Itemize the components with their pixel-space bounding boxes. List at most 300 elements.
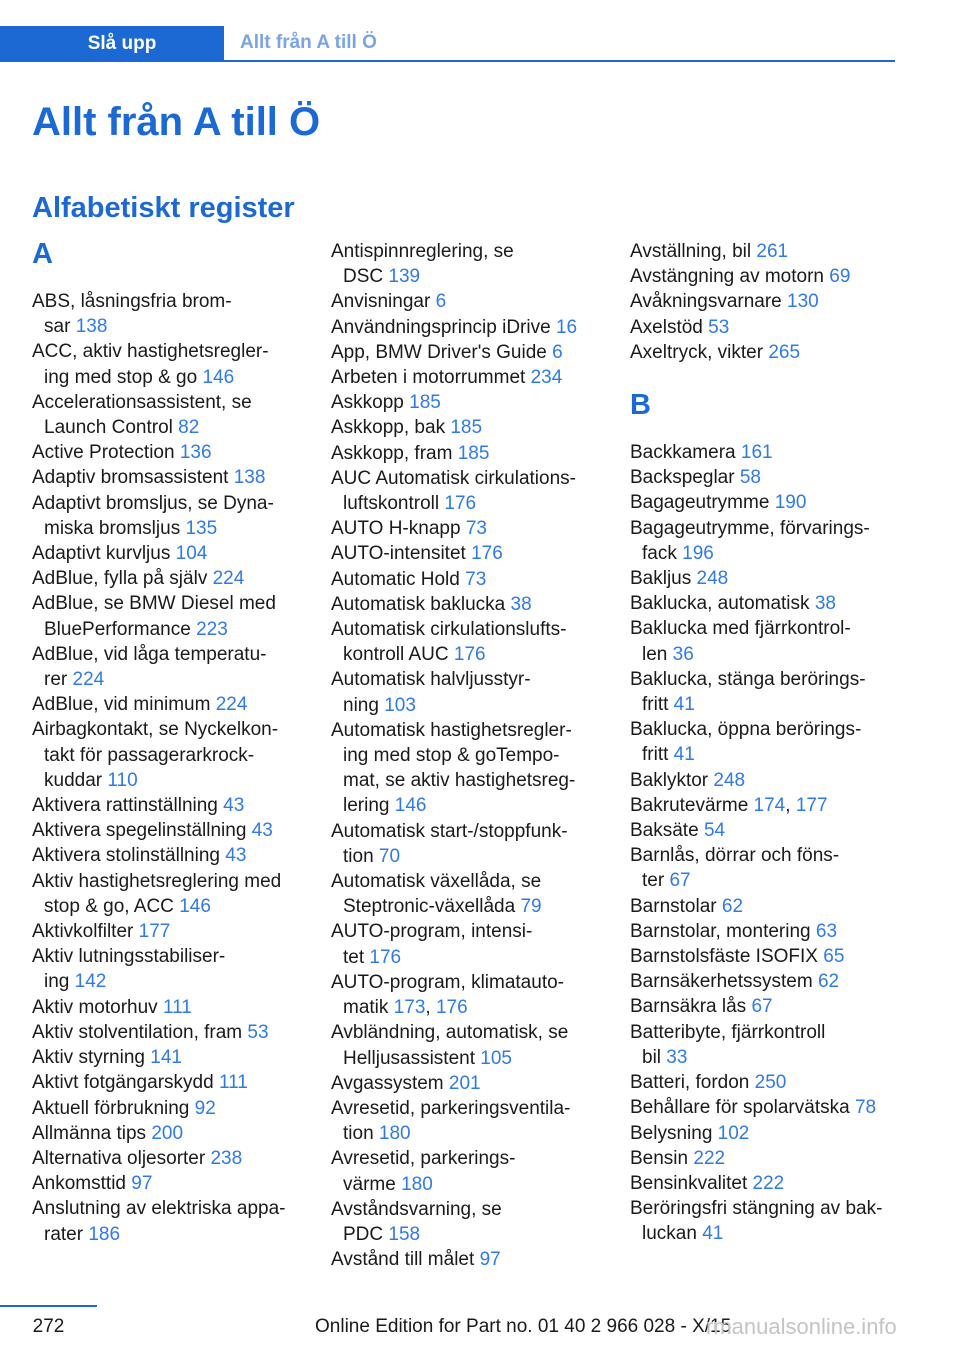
index-entry [331, 667, 606, 717]
header-rule [0, 60, 895, 62]
index-entry [32, 1196, 307, 1246]
index-entry [630, 1146, 898, 1171]
entry-text: Arbeten i motorrummet [331, 367, 531, 389]
entry-text: Avgassystem [331, 1072, 449, 1094]
page-title: Allt från A till Ö [32, 100, 321, 144]
entry-continuation: fack [642, 542, 683, 564]
page-ref-link[interactable]: 79 [520, 896, 542, 918]
entry-text: Adaptivt bromsljus, se Dyna- [32, 492, 274, 514]
index-letter: B [630, 389, 651, 422]
page-ref-link[interactable]: 238 [210, 1147, 243, 1169]
index-entry [331, 1020, 606, 1070]
index-entry [630, 768, 898, 793]
index-entry [32, 390, 307, 440]
index-entry [630, 1171, 898, 1196]
entry-text: Barnstolar, montering [630, 920, 816, 942]
page-ref-link[interactable]: 65 [823, 946, 845, 968]
tab-sla-upp[interactable]: Slå upp [0, 26, 224, 62]
page-ref-link[interactable]: 53 [708, 316, 730, 338]
page-ref-link[interactable]: 73 [465, 568, 487, 590]
page-ref-link[interactable]: 176 [369, 946, 402, 968]
entry-text: Axelstöd [630, 316, 709, 338]
page-ref-link[interactable]: 146 [202, 366, 235, 388]
entry-text: Bakljus [630, 568, 697, 590]
page-ref-link[interactable]: 111 [162, 996, 192, 1018]
page-ref-link[interactable]: 234 [530, 367, 563, 389]
index-entry [331, 592, 606, 617]
index-entry [630, 944, 898, 969]
entry-text: Aktivkolfilter [32, 921, 139, 943]
entry-text: Active Protection [32, 442, 180, 464]
page-ref-link[interactable]: 190 [774, 492, 807, 514]
index-entry [32, 919, 307, 944]
entry-text: Belysning [630, 1122, 718, 1144]
index-entry [630, 717, 898, 767]
index-entry [331, 617, 606, 667]
index-entry [630, 994, 898, 1019]
page-ref-link[interactable]: 105 [480, 1047, 512, 1069]
entry-continuation: stop & go, ACC [44, 895, 180, 917]
entry-continuation: kontroll AUC [343, 644, 454, 666]
page-ref-link[interactable]: 186 [88, 1223, 121, 1245]
page-ref-link[interactable]: 111 [218, 1072, 248, 1094]
index-column-1 [32, 239, 307, 1247]
entry-text: AUTO-program, intensi- [331, 921, 533, 943]
page-ref-link[interactable]: 130 [787, 291, 819, 313]
page-ref-link[interactable]: 62 [817, 971, 840, 993]
index-entry [630, 1070, 898, 1095]
page-ref-link[interactable]: 174 [753, 794, 786, 816]
index-entry [331, 466, 606, 516]
index-entry [331, 1146, 606, 1196]
entry-text: Behållare för spolarvätska [630, 1097, 855, 1119]
entry-text: Barnsäkerhetssystem [630, 971, 818, 993]
footer-rule [0, 1305, 97, 1307]
index-entry [331, 289, 606, 314]
entry-continuation: Launch Control [44, 417, 179, 439]
index-entry [32, 465, 307, 490]
section-title: Alfabetiskt register [32, 192, 295, 224]
index-entry [32, 591, 307, 641]
entry-text: Aktivera spegelinställning [32, 820, 252, 842]
page-ref-link[interactable]: 70 [378, 845, 401, 867]
index-column-2 [331, 239, 606, 1272]
page-ref-link[interactable]: 141 [150, 1047, 182, 1069]
index-entry [32, 440, 307, 465]
page-ref-link[interactable]: 38 [510, 593, 532, 615]
page-number: 272 [32, 1316, 65, 1337]
page-ref-link[interactable]: 265 [768, 341, 801, 363]
index-entry [32, 566, 307, 591]
entry-text: Batteri, fordon [630, 1072, 755, 1094]
entry-text: ABS, låsningsfria brom- [32, 291, 232, 312]
section-gap [630, 365, 898, 390]
page-ref-link[interactable]: 54 [703, 820, 726, 842]
page-ref-link[interactable]: 73 [465, 518, 487, 540]
page-ref-link[interactable]: 222 [693, 1147, 726, 1169]
index-entry [331, 1197, 606, 1247]
entry-text: AUTO H-knapp [331, 518, 466, 540]
entry-text: Askkopp, fram [331, 442, 458, 464]
entry-continuation: fritt [642, 694, 674, 716]
entry-text: Barnlås, dörrar och föns- [630, 845, 840, 867]
entry-text: Avstånd till målet [331, 1249, 480, 1271]
page-ref-link[interactable]: 177 [138, 921, 171, 943]
page-ref-link[interactable]: 43 [223, 795, 245, 817]
entry-text: Adaptiv bromsassistent [32, 467, 234, 489]
page-ref-link[interactable]: 146 [179, 895, 211, 917]
page-ref-link[interactable]: 135 [185, 517, 218, 539]
entry-text: Automatisk baklucka [331, 593, 511, 615]
page-ref-link[interactable]: 102 [717, 1122, 750, 1144]
edition-text: Online Edition for Part no. 01 40 2 966 028 - X/15 [315, 1316, 732, 1337]
index-entry [32, 339, 307, 389]
entry-text: Baklucka, stänga berörings- [630, 668, 866, 690]
index-entry [331, 541, 606, 566]
entry-continuation: PDC [343, 1223, 389, 1245]
index-entry [331, 819, 606, 869]
entry-text: ACC, aktiv hastighetsregler- [32, 341, 269, 363]
page-ref-link[interactable]: 185 [457, 442, 490, 464]
index-entry [331, 1071, 606, 1096]
entry-continuation: sar [44, 316, 76, 338]
entry-text: AUTO-intensitet [331, 543, 472, 565]
entry-text: Baklyktor [630, 769, 714, 791]
page-ref-link[interactable]: 196 [682, 542, 714, 564]
entry-text: Baklucka med fjärrkontrol- [630, 618, 851, 640]
entry-text: AUC Automatisk cirkulations- [331, 467, 576, 489]
index-entry [32, 995, 307, 1020]
index-entry [331, 919, 606, 969]
entry-text: Aktiv styrning [32, 1047, 151, 1069]
entry-text: Askkopp, bak [331, 417, 451, 439]
entry-continuation: bil [642, 1046, 667, 1068]
entry-text: Avåkningsvarnare [630, 291, 788, 313]
entry-text: Bensinkvalitet [630, 1172, 753, 1194]
entry-text: Beröringsfri stängning av bak- [630, 1198, 883, 1220]
entry-text: Adaptivt kurvljus [32, 543, 176, 565]
page-ref-link[interactable]: 261 [756, 241, 789, 262]
entry-text: Bagageutrymme, förvarings- [630, 517, 870, 539]
page-ref-link[interactable]: 223 [196, 618, 228, 640]
index-entry [331, 567, 606, 592]
index-entry [630, 1196, 898, 1246]
index-entry [630, 516, 898, 566]
index-entry [331, 390, 606, 415]
entry-continuation: ning [343, 694, 385, 716]
entry-text: AdBlue, se BMW Diesel med [32, 593, 276, 615]
index-entry [331, 365, 606, 390]
entry-text: Alternativa oljesorter [32, 1147, 211, 1169]
entry-text: Bakrutevärme [630, 794, 754, 816]
index-entry [630, 440, 898, 465]
index-entry [630, 919, 898, 944]
page-ref-link[interactable]: 41 [702, 1223, 724, 1245]
page-ref-link[interactable]: 248 [713, 769, 746, 791]
entry-text: Barnstolar [630, 895, 722, 917]
entry-continuation: rater [44, 1223, 89, 1245]
entry-text: Automatisk halvljusstyr- [331, 669, 531, 691]
page-ref-link[interactable]: 248 [696, 568, 729, 590]
entry-text: Aktivera stolinställning [32, 845, 226, 867]
entry-text: Backkamera [630, 442, 741, 464]
index-entry [630, 315, 898, 340]
page-ref-link[interactable]: 78 [854, 1097, 877, 1119]
page-ref-link[interactable]: 62 [721, 895, 744, 917]
entry-continuation: Helljusassistent [343, 1047, 481, 1069]
entry-continuation: len [642, 643, 673, 665]
entry-text: Aktiv motorhuv [32, 996, 163, 1018]
entry-text: Aktiv hastighetsreglering med [32, 870, 282, 892]
index-entry [331, 415, 606, 440]
page-ref-link[interactable]: 224 [72, 669, 105, 691]
entry-text: Avstängning av motorn [630, 266, 830, 288]
page-ref-link[interactable]: 142 [74, 971, 107, 993]
entry-text: Airbagkontakt, se Nyckelkon- [32, 719, 279, 741]
index-entry [331, 516, 606, 541]
page-ref-link[interactable]: 222 [752, 1172, 785, 1194]
index-entry [32, 717, 307, 793]
entry-text: Antispinnreglering, se [331, 241, 514, 262]
entry-text: Automatic Hold [331, 568, 466, 590]
entry-continuation: rer [44, 669, 73, 691]
index-entry [32, 289, 307, 339]
page-ref-link[interactable]: 138 [233, 467, 266, 489]
entry-text: AdBlue, fylla på själv [32, 568, 213, 590]
entry-continuation: mat, se aktiv hastighetsreg- [343, 770, 576, 792]
index-entry [630, 264, 898, 289]
entry-continuation: lering [343, 795, 395, 817]
entry-text: Automatisk hastighetsregler- [331, 719, 572, 741]
page-ref-link[interactable]: 36 [672, 643, 694, 665]
page-ref-link[interactable]: 180 [378, 1123, 411, 1145]
index-entry [32, 1020, 307, 1045]
entry-text: AUTO-program, klimatauto- [331, 971, 564, 993]
page-ref-link[interactable]: 97 [479, 1249, 501, 1271]
entry-text: Askkopp [331, 392, 410, 414]
page-ref-link[interactable]: 6 [552, 341, 563, 363]
page-ref-link[interactable]: 92 [194, 1097, 216, 1119]
index-entry [32, 541, 307, 566]
index-entry [630, 843, 898, 893]
entry-text: Avresetid, parkerings- [331, 1148, 516, 1170]
entry-text: Bagageutrymme [630, 492, 775, 514]
index-entry [331, 1096, 606, 1146]
page-ref-link[interactable]: 180 [401, 1173, 433, 1195]
index-entry [32, 1146, 307, 1171]
index-entry [630, 667, 898, 717]
page-ref-link[interactable]: 33 [666, 1046, 688, 1068]
page-ref-link[interactable]: 176 [444, 493, 477, 515]
index-entry [630, 818, 898, 843]
index-entry [32, 843, 307, 868]
page-ref-link[interactable]: 161 [740, 442, 773, 464]
entry-text: Baklucka, öppna berörings- [630, 719, 862, 741]
index-entry [331, 315, 606, 340]
index-entry [331, 340, 606, 365]
entry-continuation: DSC [343, 266, 389, 288]
entry-text: Automatisk start-/stoppfunk- [331, 820, 568, 842]
entry-continuation: ing [44, 971, 75, 993]
entry-continuation: Steptronic-växellåda [343, 896, 521, 918]
page-ref-link[interactable]: 224 [215, 694, 248, 716]
page-ref-link[interactable]: 58 [739, 467, 761, 489]
entry-text: Bensin [630, 1147, 694, 1169]
index-entry [32, 1121, 307, 1146]
index-entry [331, 239, 606, 289]
index-entry [32, 793, 307, 818]
entry-text: Aktiv stolventilation, fram [32, 1021, 248, 1043]
page-ref-link[interactable]: 146 [394, 795, 427, 817]
page-ref-link[interactable]: 41 [673, 744, 695, 766]
index-entry [630, 591, 898, 616]
page-ref-link[interactable]: 103 [384, 694, 416, 716]
ref-separator: , [425, 997, 436, 1019]
page-ref-link[interactable]: 43 [225, 845, 247, 867]
entry-text: Avställning, bil [630, 241, 757, 262]
index-entry [331, 441, 606, 466]
top-navigation [0, 26, 895, 62]
tab-allt-fran-a-till-o[interactable]: Allt från A till Ö [240, 32, 377, 53]
index-letter: A [32, 238, 53, 270]
page-ref-link[interactable]: 53 [247, 1021, 269, 1043]
entry-text: Aktiv lutningsstabiliser- [32, 946, 226, 968]
index-entry [630, 289, 898, 314]
entry-text: Anvisningar [331, 291, 436, 313]
entry-text: Avresetid, parkeringsventila- [331, 1097, 571, 1119]
entry-text: Baklucka, automatisk [630, 593, 815, 615]
entry-text: App, BMW Driver's Guide [331, 341, 553, 363]
entry-continuation: matik [343, 997, 394, 1019]
index-entry [630, 239, 898, 264]
index-entry [630, 1020, 898, 1070]
index-entry [630, 894, 898, 919]
entry-continuation: luftskontroll [343, 493, 445, 515]
entry-text: Aktivera rattinställning [32, 795, 224, 817]
page-ref-link[interactable]: 185 [409, 392, 441, 414]
entry-text: Aktuell förbrukning [32, 1097, 195, 1119]
entry-continuation: tion [343, 1123, 379, 1145]
entry-continuation: BluePerformance [44, 618, 197, 640]
entry-text: Accelerationsassistent, se [32, 391, 252, 413]
index-entry [32, 642, 307, 692]
entry-text: Automatisk cirkulationslufts- [331, 619, 567, 641]
entry-text: AdBlue, vid låga temperatu- [32, 643, 267, 665]
page-ref-link[interactable]: 104 [175, 543, 208, 565]
entry-continuation: tet [343, 946, 370, 968]
entry-continuation: värme [343, 1173, 402, 1195]
entry-continuation: ing med stop & goTempo- [343, 745, 560, 767]
entry-text: Allmänna tips [32, 1122, 152, 1144]
entry-text: Aktivt fotgängarskydd [32, 1072, 219, 1094]
entry-continuation: tion [343, 845, 379, 867]
page-ref-link[interactable]: 139 [388, 266, 421, 288]
page-ref-link[interactable]: 69 [829, 266, 851, 288]
entry-text: Backspeglar [630, 467, 740, 489]
index-entry [32, 1096, 307, 1121]
page-ref-link[interactable]: 201 [448, 1072, 481, 1094]
index-entry [32, 1070, 307, 1095]
page-ref-link[interactable]: 97 [131, 1173, 153, 1195]
page-ref-link[interactable]: 250 [754, 1072, 787, 1094]
index-entry [630, 1095, 898, 1120]
ref-separator: , [785, 794, 796, 816]
entry-text: Baksäte [630, 820, 704, 842]
index-entry [32, 1045, 307, 1070]
index-entry [630, 1121, 898, 1146]
index-entry [630, 793, 898, 818]
entry-continuation: ing med stop & go [44, 366, 203, 388]
index-entry [32, 818, 307, 843]
index-entry [630, 969, 898, 994]
page-ref-link[interactable]: 41 [673, 694, 695, 716]
page-ref-link[interactable]: 16 [555, 316, 578, 338]
page-ref-link[interactable]: 82 [178, 417, 200, 439]
page-ref-link[interactable]: 158 [388, 1223, 421, 1245]
entry-continuation: kuddar [44, 769, 108, 791]
index-entry [630, 566, 898, 591]
entry-text: Avståndsvarning, se [331, 1198, 502, 1220]
entry-text: Avbländning, automatisk, se [331, 1022, 569, 1044]
page-ref-link[interactable]: 110 [107, 769, 138, 791]
entry-continuation: ter [642, 870, 670, 892]
page-ref-link[interactable]: 138 [75, 316, 108, 338]
entry-continuation: luckan [642, 1223, 703, 1245]
index-entry [32, 944, 307, 994]
page-ref-link[interactable]: 67 [751, 996, 773, 1018]
page-ref-link[interactable]: 43 [251, 820, 273, 842]
index-entry [331, 1247, 606, 1272]
entry-text: Batteribyte, fjärrkontroll [630, 1021, 826, 1043]
entry-text: Barnstolsfäste ISOFIX [630, 946, 824, 968]
entry-text: Anslutning av elektriska appa- [32, 1198, 286, 1220]
page-ref-link[interactable]: 176 [453, 644, 486, 666]
index-entry [331, 869, 606, 919]
entry-text: Användningsprincip iDrive [331, 316, 556, 338]
index-entry [630, 340, 898, 365]
page-ref-link[interactable]: 67 [669, 870, 691, 892]
index-entry [32, 491, 307, 541]
entry-text: Ankomsttid [32, 1173, 132, 1195]
entry-text: Axeltryck, vikter [630, 341, 769, 363]
index-entry [32, 692, 307, 717]
entry-text: Automatisk växellåda, se [331, 871, 542, 893]
index-entry [331, 970, 606, 1020]
page-ref-link[interactable]: 224 [212, 568, 245, 590]
entry-text: AdBlue, vid minimum [32, 694, 216, 716]
page-ref-link[interactable]: 173 [393, 997, 426, 1019]
page-ref-link[interactable]: 177 [795, 794, 828, 816]
entry-continuation: fritt [642, 744, 674, 766]
page-ref-link[interactable]: 176 [471, 543, 503, 565]
page-ref-link[interactable]: 176 [435, 997, 468, 1019]
entry-text: Barnsäkra lås [630, 996, 752, 1018]
index-entry [630, 616, 898, 666]
page-ref-link[interactable]: 200 [151, 1122, 184, 1144]
index-entry [32, 1171, 307, 1196]
index-entry [32, 869, 307, 919]
page-ref-link[interactable]: 6 [435, 291, 447, 313]
watermark: rmanualsonline.info [706, 1314, 897, 1339]
page-ref-link[interactable]: 38 [814, 593, 836, 615]
index-entry [630, 490, 898, 515]
page-ref-link[interactable]: 185 [450, 417, 483, 439]
page-ref-link[interactable]: 136 [179, 442, 212, 464]
entry-continuation: miska bromsljus [44, 517, 186, 539]
index-entry [630, 465, 898, 490]
page-ref-link[interactable]: 63 [815, 920, 838, 942]
index-entry [331, 718, 606, 819]
